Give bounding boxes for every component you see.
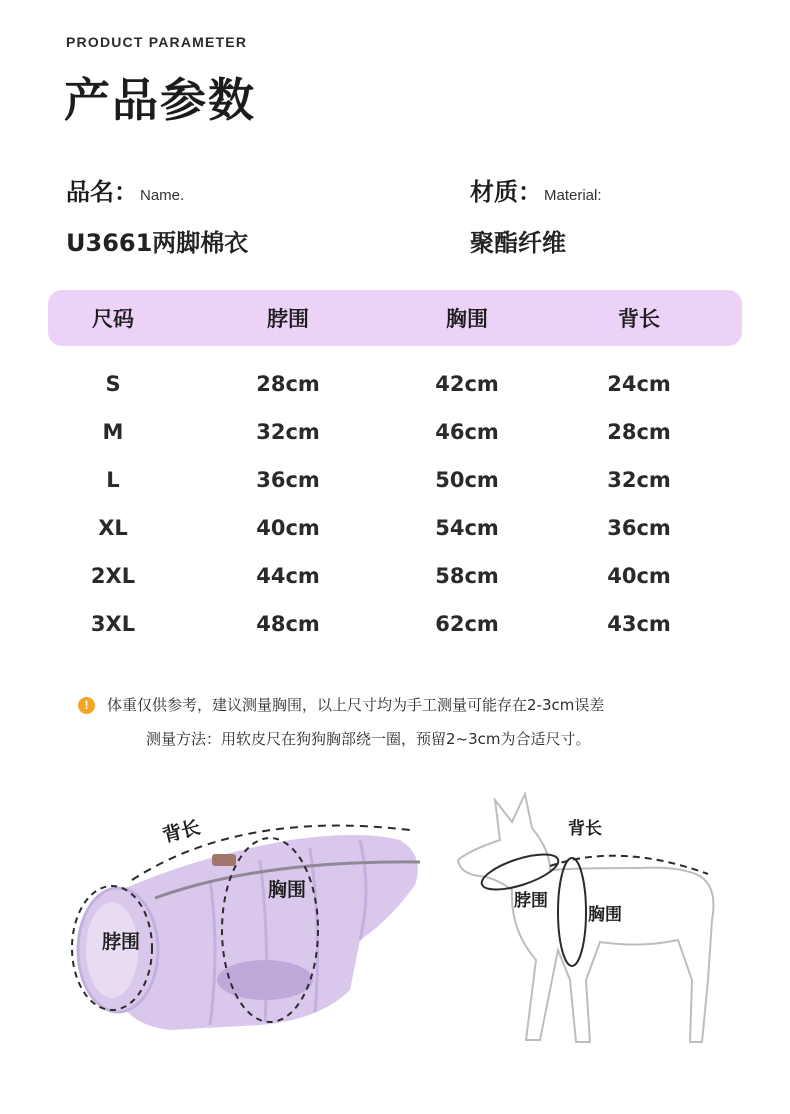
cell-chest: 54cm <box>435 516 499 540</box>
note-line-2: 测量方法：用软皮尺在狗狗胸部绕一圈，预留2~3cm为合适尺寸。 <box>146 730 591 748</box>
cell-size: L <box>106 468 120 492</box>
cell-back: 43cm <box>607 612 671 636</box>
header-back: 背长 <box>618 307 660 331</box>
name-label: 品名： <box>66 178 138 206</box>
size-table <box>48 290 742 648</box>
cell-neck: 28cm <box>256 372 320 396</box>
table-row <box>48 408 742 456</box>
cell-neck: 44cm <box>256 564 320 588</box>
coat-illustration <box>60 790 430 1050</box>
warning-icon: ! <box>78 697 95 714</box>
table-row <box>48 504 742 552</box>
material-sublabel: Material: <box>544 187 602 204</box>
dog-label-chest: 胸围 <box>588 905 622 925</box>
material-block <box>470 172 602 258</box>
cell-chest: 58cm <box>435 564 499 588</box>
measurement-note <box>78 688 718 756</box>
cell-chest: 62cm <box>435 612 499 636</box>
coat-label-chest: 胸围 <box>268 879 307 901</box>
note-line-1: 体重仅供参考，建议测量胸围，以上尺寸均为手工测量可能存在2-3cm误差 <box>107 696 605 714</box>
header-chest: 胸围 <box>446 307 488 331</box>
table-row <box>48 600 742 648</box>
coat-label-back: 背长 <box>160 816 203 847</box>
cell-chest: 50cm <box>435 468 499 492</box>
cell-neck: 48cm <box>256 612 320 636</box>
cell-size: 2XL <box>90 564 136 588</box>
coat-label-neck: 脖围 <box>102 931 141 953</box>
header-neck: 脖围 <box>267 307 309 331</box>
eyebrow-text: PRODUCT PARAMETER <box>66 34 248 50</box>
cell-back: 40cm <box>607 564 671 588</box>
dog-illustration <box>440 780 740 1060</box>
cell-back: 28cm <box>607 420 671 444</box>
name-sublabel: Name. <box>140 187 185 204</box>
page-title: 产品参数 <box>64 73 256 127</box>
cell-size: S <box>105 372 121 396</box>
dog-label-back: 背长 <box>568 819 602 839</box>
cell-size: 3XL <box>90 612 136 636</box>
product-name-block <box>66 172 248 258</box>
dog-chest-line <box>558 858 586 966</box>
cell-size: XL <box>98 516 128 540</box>
leg-opening <box>217 960 313 1000</box>
table-row <box>48 360 742 408</box>
header-size: 尺码 <box>92 307 134 331</box>
cell-neck: 40cm <box>256 516 320 540</box>
cell-size: M <box>102 420 124 444</box>
cell-chest: 42cm <box>435 372 499 396</box>
cell-neck: 32cm <box>256 420 320 444</box>
material-label: 材质： <box>470 178 542 206</box>
material-value: 聚酯纤维 <box>470 229 566 257</box>
table-body <box>48 360 742 648</box>
dog-label-neck: 脖围 <box>514 891 548 911</box>
name-value: U3661两脚棉衣 <box>66 229 249 257</box>
cell-back: 24cm <box>607 372 671 396</box>
cell-back: 36cm <box>607 516 671 540</box>
table-row <box>48 552 742 600</box>
table-header <box>48 290 742 346</box>
table-row <box>48 456 742 504</box>
cell-chest: 46cm <box>435 420 499 444</box>
dog-neck-line <box>478 847 562 896</box>
coat-badge <box>212 854 236 866</box>
cell-neck: 36cm <box>256 468 320 492</box>
cell-back: 32cm <box>607 468 671 492</box>
